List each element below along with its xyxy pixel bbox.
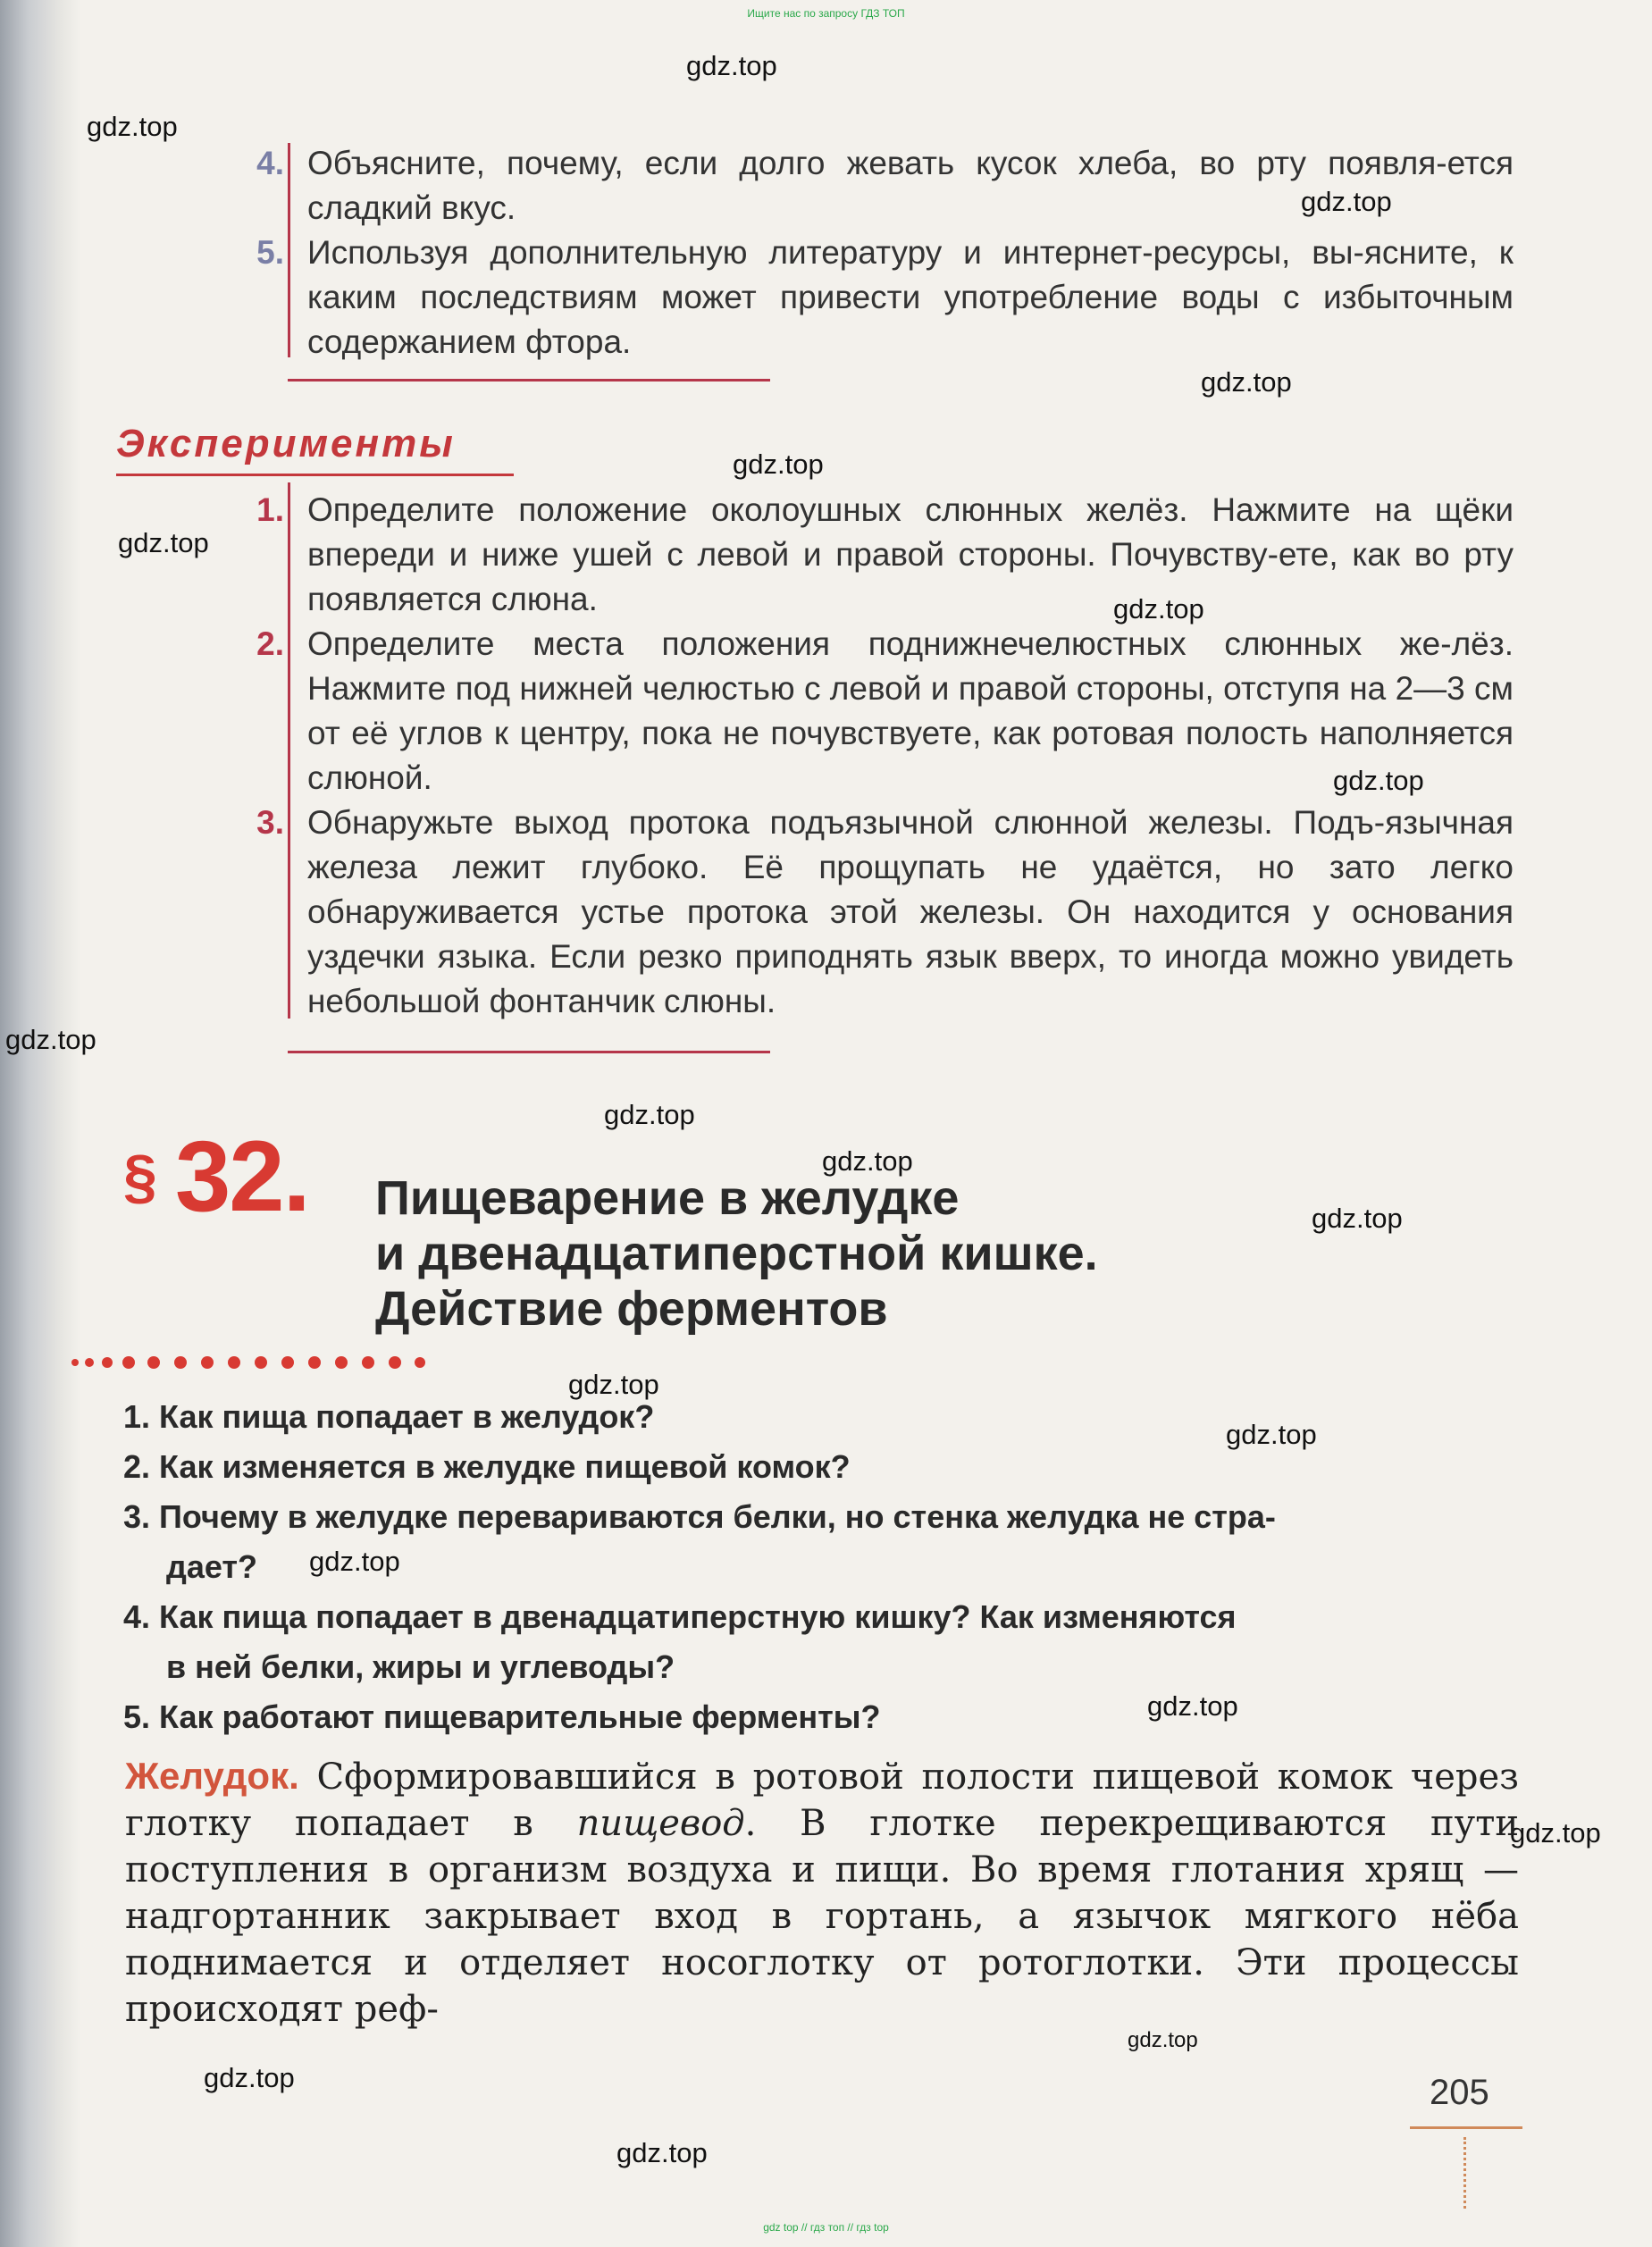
body-italic-term: пищевод <box>576 1803 745 1844</box>
question-text: Объясните, почему, если долго жевать кусок хлеба, во рту появля-ется сладкий вкус. <box>307 145 1514 226</box>
experiment-item <box>256 488 1514 622</box>
section-question: 4. Как пища попадает в двенадцатиперстную кишку? Как изменяются <box>123 1598 1237 1635</box>
page-number-rule <box>1410 2126 1522 2129</box>
watermark: gdz.top <box>604 1099 695 1130</box>
watermark: gdz.top <box>5 1024 96 1055</box>
watermark: gdz.top <box>568 1369 659 1400</box>
watermark: gdz.top <box>1128 2028 1198 2052</box>
experiment-number: 1. <box>256 491 284 528</box>
paragraph-title-line: и двенадцатиперстной кишке. <box>375 1227 1098 1280</box>
paragraph-title-line: Действие ферментов <box>375 1282 888 1336</box>
top-search-note: Ищите нас по запросу ГДЗ ТОП <box>747 7 905 20</box>
watermark: gdz.top <box>87 111 178 142</box>
decorative-dots <box>70 1354 427 1371</box>
paragraph-title-line: Пищеварение в желудке <box>375 1171 960 1225</box>
watermark: gdz.top <box>204 2062 295 2093</box>
question-item <box>256 231 1514 365</box>
body-text-part: . В глотке перекрещиваются пути поступления в организм воздуха и пищи. Во время глотания хрящ — надгортанник закрывает вход в гортань, а язычок мягкого нёба поднимается и отделяет носоглотку от ротоглотки. Эти процессы происходят реф- <box>125 1803 1519 2030</box>
page-number-dots <box>1463 2137 1470 2209</box>
section-question: в ней белки, жиры и углеводы? <box>166 1648 675 1685</box>
questions-bottom-rule <box>288 379 770 381</box>
experiments-heading-rule <box>116 474 514 476</box>
body-lead-term: Желудок. <box>125 1755 299 1797</box>
watermark: gdz.top <box>733 449 824 480</box>
question-text: Используя дополнительную литературу и интернет-ресурсы, вы-ясните, к каким последствиям может привести употребление воды с избыточным содержанием фтора. <box>307 234 1514 360</box>
body-paragraph <box>125 1753 1519 2033</box>
experiment-number: 3. <box>256 804 284 841</box>
experiments-heading: Эксперименты <box>116 422 456 465</box>
watermark: gdz.top <box>1510 1817 1601 1849</box>
experiment-text: Определите положение околоушных слюнных желёз. Нажмите на щёки впереди и ниже ушей с левой и правой стороны. Почувству-ете, как во рту появляется слюна. <box>307 491 1514 617</box>
watermark: gdz.top <box>118 527 209 558</box>
section-question: 1. Как пища попадает в желудок? <box>123 1398 655 1435</box>
watermark: gdz.top <box>1113 593 1204 625</box>
watermark: gdz.top <box>1312 1203 1403 1234</box>
bottom-note: gdz top // гдз топ // гдз top <box>763 2221 889 2234</box>
watermark: gdz.top <box>1201 366 1292 398</box>
paragraph-number: 32. <box>175 1120 309 1232</box>
watermark: gdz.top <box>1147 1690 1238 1722</box>
watermark: gdz.top <box>686 50 777 81</box>
page-number: 205 <box>1430 2073 1489 2112</box>
experiment-item <box>256 801 1514 1024</box>
watermark: gdz.top <box>616 2137 708 2168</box>
experiment-text: Определите места положения поднижнечелюстных слюнных же-лёз. Нажмите под нижней челюстью с левой и правой стороны, отступя на 2—3 см от её углов к центру, пока не почувствуете, как ротовая полость наполняется слюной. <box>307 625 1514 796</box>
watermark: gdz.top <box>1333 765 1424 796</box>
watermark: gdz.top <box>309 1546 400 1577</box>
experiments-bottom-rule <box>288 1051 770 1053</box>
body-text-part: Сформировавшийся в ротовой полости пищевой комок через глотку попадает в <box>125 1757 1519 1844</box>
section-question: 3. Почему в желудке перевариваются белки, но стенка желудка не стра- <box>123 1498 1276 1535</box>
question-item <box>256 141 1514 231</box>
paragraph-sign: § <box>123 1143 157 1211</box>
book-spine-shadow <box>0 0 80 2247</box>
watermark: gdz.top <box>1226 1419 1317 1450</box>
experiment-text: Обнаружьте выход протока подъязычной слюнной железы. Подъ-язычная железа лежит глубоко. Её прощупать не удаётся, но зато легко обнаруживается устье протока этой железы. Он находится у основания уздечки языка. Если резко приподнять язык вверх, то иногда можно увидеть небольшой фонтанчик слюны. <box>307 804 1514 1019</box>
experiment-number: 2. <box>256 625 284 662</box>
paragraph-title <box>375 1170 1098 1337</box>
question-number: 5. <box>256 234 284 271</box>
watermark: gdz.top <box>822 1145 913 1177</box>
watermark: gdz.top <box>1301 186 1392 217</box>
section-question: дает? <box>166 1548 258 1585</box>
experiment-item <box>256 622 1514 801</box>
section-question: 5. Как работают пищеварительные ферменты? <box>123 1698 881 1735</box>
section-question: 2. Как изменяется в желудке пищевой комок? <box>123 1448 851 1485</box>
experiments-left-rule <box>288 482 290 1019</box>
questions-left-rule <box>288 143 290 357</box>
question-number: 4. <box>256 145 284 181</box>
